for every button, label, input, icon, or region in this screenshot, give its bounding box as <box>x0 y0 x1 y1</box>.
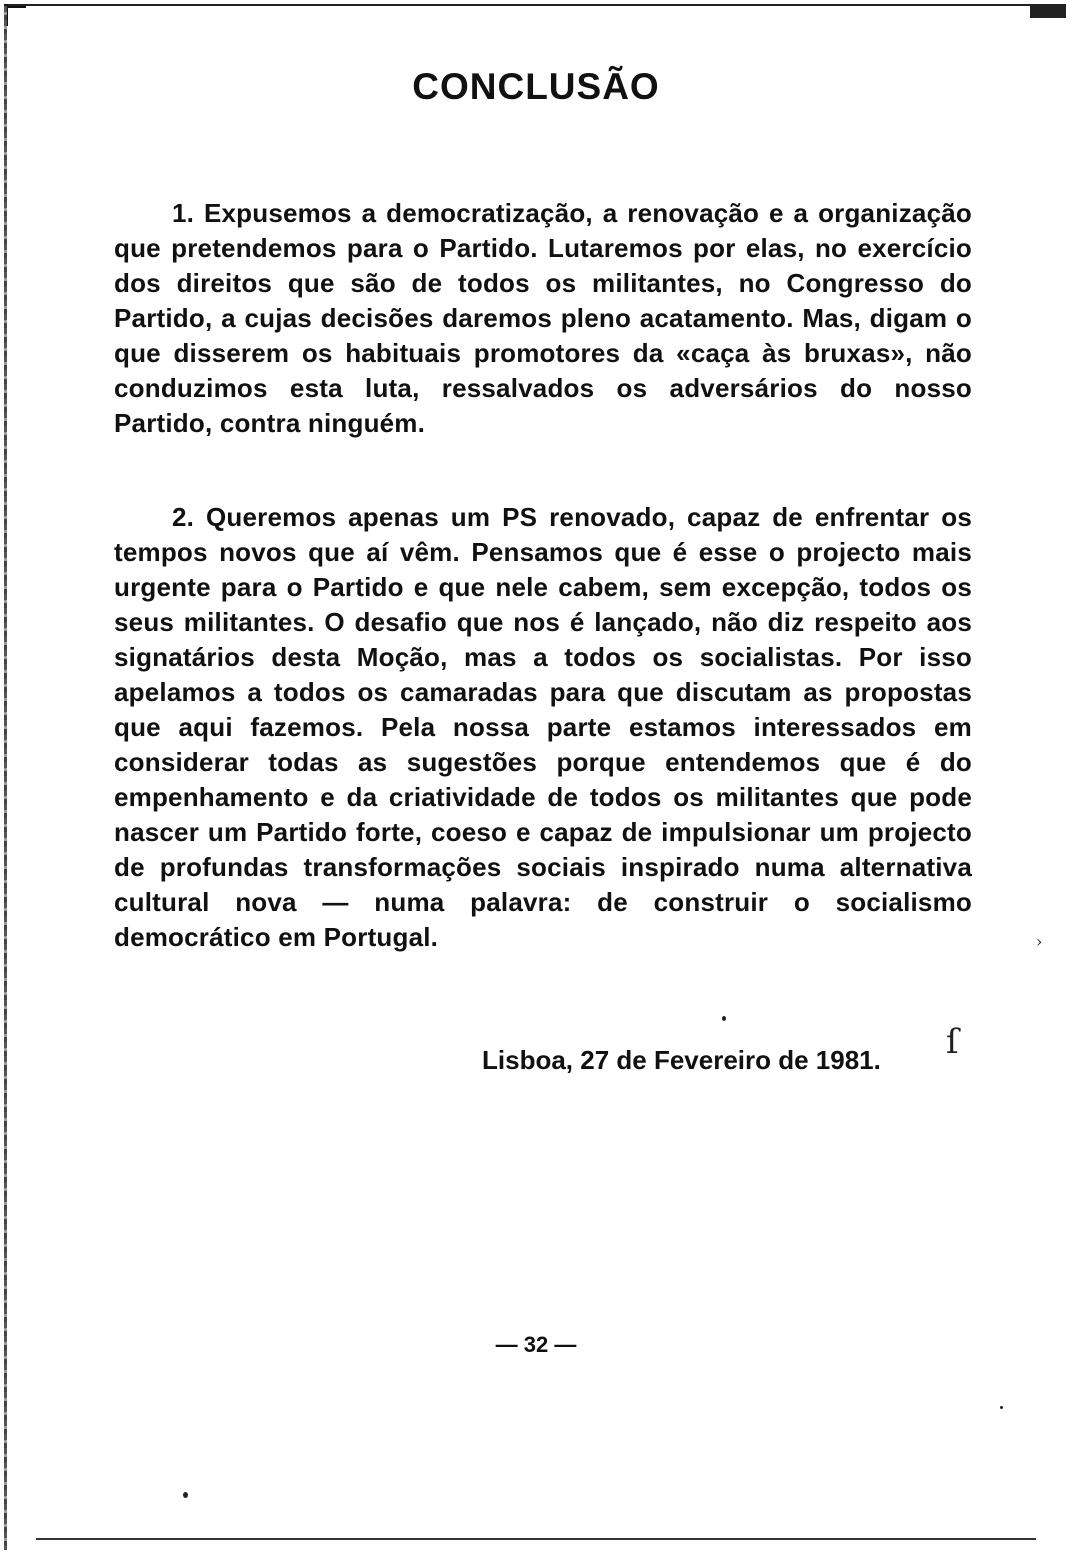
scan-speck <box>183 1492 188 1498</box>
scan-mark-icon: ſ <box>946 1022 959 1062</box>
scan-border-left <box>4 6 7 1550</box>
dateline: Lisboa, 27 de Fevereiro de 1981. <box>482 1045 881 1075</box>
page-number: — 32 — <box>495 1332 577 1357</box>
scan-border-top <box>8 4 1064 6</box>
scan-speck <box>722 1016 726 1021</box>
paragraph-2: 2. Queremos apenas um PS renovado, capaz de enfrentar os tempos novos que aí vêm. Pensamos que é esse o projecto mais urgente para o Partido e que nele cabem, sem excepção, todos os seus militantes. O desafio que nos é lançado, não diz respeito aos signatários desta Moção, mas a todos os socialistas. Por isso apelamos a todos os camaradas para que discutam as propostas que aqui fazemos. Pela nossa parte estamos interessados em considerar todas as sugestões porque entendemos que é do empenhamento e da criatividade de todos os militantes que pode nascer um Partido forte, coeso e capaz de impulsionar um projecto de profundas transformações sociais inspirado numa alternativa cultural nova — numa palavra: de construir o socialismo democrático em Portugal. <box>114 502 972 952</box>
scan-border-bottom <box>36 1538 1036 1540</box>
scan-border-corner <box>1030 4 1066 18</box>
scan-speck <box>1000 1406 1003 1409</box>
scan-mark-icon: › <box>1036 932 1043 951</box>
scan-border-corner <box>4 4 26 26</box>
page-title: CONCLUSÃO <box>412 66 660 107</box>
paragraph-1: 1. Expusemos a democratização, a renovação e a organização que pretendemos para o Partido. Lutaremos por elas, no exercício dos direitos que são de todos os militantes, no Congresso do Partido, a cujas decisões daremos pleno acatamento. Mas, digam o que disserem os habituais promotores da «caça às bruxas», não conduzimos esta luta, ressalvados os adversários do nosso Partido, contra ninguém. <box>114 198 972 438</box>
